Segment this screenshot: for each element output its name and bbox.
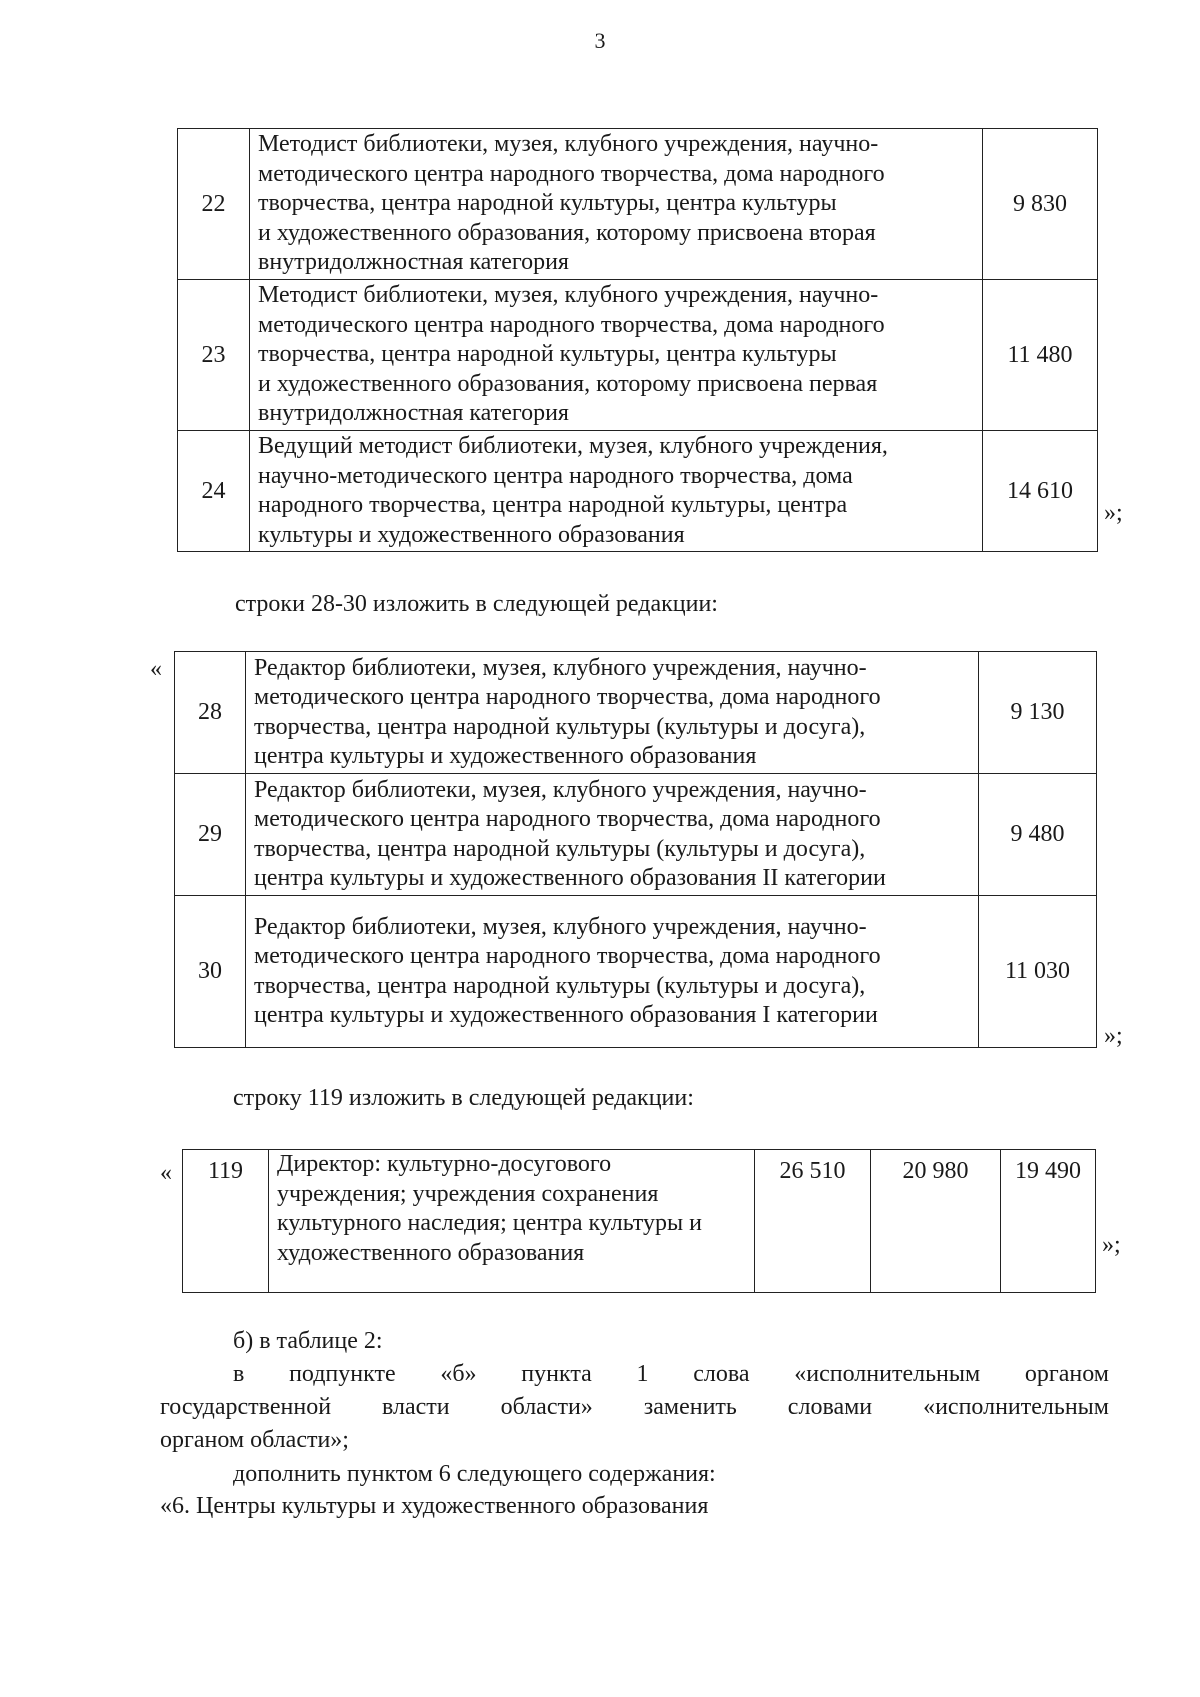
table-row bbox=[178, 280, 1098, 431]
opening-quote: « bbox=[160, 1160, 172, 1186]
position-description bbox=[269, 1150, 755, 1293]
salary-value-2: 20 980 bbox=[871, 1150, 1001, 1293]
position-description bbox=[246, 652, 979, 774]
description-line: творчества, центра народной культуры (культуры и досуга), bbox=[254, 972, 866, 999]
description-line: внутридолжностная категория bbox=[258, 249, 569, 276]
paragraph-subpoint-line-1: в подпункте «б» пункта 1 слова «исполнительным органом bbox=[233, 1361, 1109, 1387]
description-line: методического центра народного творчества, дома народного bbox=[258, 311, 885, 338]
description-line: Методист библиотеки, музея, клубного учреждения, научно- bbox=[258, 282, 879, 309]
salary-table-rows-28-30 bbox=[174, 651, 1097, 1048]
description-line: внутридолжностная категория bbox=[258, 400, 569, 427]
salary-table-rows-22-24 bbox=[177, 128, 1098, 552]
salary-value: 11 030 bbox=[979, 896, 1097, 1048]
page-number: 3 bbox=[594, 28, 606, 53]
description-line: Ведущий методист библиотеки, музея, клубного учреждения, bbox=[258, 433, 888, 459]
description-line: культуры и художественного образования bbox=[258, 521, 685, 548]
closing-quote: »; bbox=[1102, 1232, 1121, 1258]
description-line: народного творчества, центра народной культуры, центра bbox=[258, 492, 848, 518]
description-line: художественного образования bbox=[277, 1239, 585, 1266]
description-line: методического центра народного творчества, дома народного bbox=[254, 806, 881, 832]
salary-value: 11 480 bbox=[983, 280, 1098, 431]
row-number: 30 bbox=[175, 896, 246, 1048]
salary-value: 9 130 bbox=[979, 652, 1097, 774]
description-line: Редактор библиотеки, музея, клубного учреждения, научно- bbox=[254, 654, 867, 681]
description-line: методического центра народного творчества, дома народного bbox=[254, 943, 881, 969]
table-row bbox=[175, 896, 1097, 1048]
row-number: 29 bbox=[175, 774, 246, 896]
row-number: 28 bbox=[175, 652, 246, 774]
description-line: творчества, центра народной культуры (культуры и досуга), bbox=[254, 713, 866, 740]
description-line: творчества, центра народной культуры, центра культуры bbox=[258, 341, 837, 368]
table-row bbox=[178, 431, 1098, 552]
paragraph-add-point: дополнить пунктом 6 следующего содержания: bbox=[233, 1461, 716, 1487]
closing-quote: »; bbox=[1104, 1023, 1123, 1049]
description-line: центра культуры и художественного образования bbox=[254, 743, 757, 769]
table-row bbox=[178, 129, 1098, 280]
description-line: творчества, центра народной культуры, центра культуры bbox=[258, 190, 837, 217]
row-number: 22 bbox=[178, 129, 250, 280]
description-line: научно-методического центра народного творчества, дома bbox=[258, 462, 853, 489]
description-line: Методист библиотеки, музея, клубного учреждения, научно- bbox=[258, 131, 879, 158]
salary-value: 9 830 bbox=[983, 129, 1098, 280]
description-line: методического центра народного творчества, дома народного bbox=[258, 160, 885, 187]
description-line: Редактор библиотеки, музея, клубного учреждения, научно- bbox=[254, 776, 867, 803]
instruction-row-119: строку 119 изложить в следующей редакции: bbox=[233, 1085, 694, 1111]
paragraph-subpoint-line-3: органом области»; bbox=[160, 1427, 349, 1453]
row-number: 24 bbox=[178, 431, 250, 552]
table-row bbox=[175, 774, 1097, 896]
position-description bbox=[246, 896, 979, 1048]
description-line: учреждения; учреждения сохранения bbox=[277, 1180, 659, 1207]
description-line: культурного наследия; центра культуры и bbox=[277, 1210, 702, 1236]
position-description bbox=[250, 280, 983, 431]
table-row bbox=[175, 652, 1097, 774]
position-description bbox=[250, 431, 983, 552]
position-description bbox=[250, 129, 983, 280]
description-line: и художественного образования, которому присвоена первая bbox=[258, 370, 878, 397]
salary-value: 14 610 bbox=[983, 431, 1098, 552]
salary-value: 9 480 bbox=[979, 774, 1097, 896]
row-number: 23 bbox=[178, 280, 250, 431]
row-number: 119 bbox=[183, 1150, 269, 1293]
paragraph-b: б) в таблице 2: bbox=[233, 1328, 383, 1354]
salary-value-3: 19 490 bbox=[1001, 1150, 1096, 1293]
position-description bbox=[246, 774, 979, 896]
closing-quote: »; bbox=[1104, 500, 1123, 526]
description-line: и художественного образования, которому присвоена вторая bbox=[258, 219, 876, 246]
description-line: творчества, центра народной культуры (культуры и досуга), bbox=[254, 835, 866, 862]
opening-quote: « bbox=[150, 656, 162, 682]
description-line: Редактор библиотеки, музея, клубного учреждения, научно- bbox=[254, 913, 867, 940]
salary-table-row-119 bbox=[182, 1149, 1096, 1293]
salary-value-1: 26 510 bbox=[755, 1150, 871, 1293]
description-line: методического центра народного творчества, дома народного bbox=[254, 684, 881, 710]
instruction-rows-28-30: строки 28-30 изложить в следующей редакции: bbox=[235, 591, 718, 617]
description-line: Директор: культурно-досугового bbox=[277, 1151, 612, 1177]
paragraph-subpoint-line-2: государственной власти области» заменить словами «исполнительным bbox=[160, 1394, 1109, 1420]
table-row bbox=[183, 1150, 1096, 1293]
paragraph-point-6: «6. Центры культуры и художественного образования bbox=[160, 1493, 709, 1519]
description-line: центра культуры и художественного образования I категории bbox=[254, 1002, 878, 1028]
description-line: центра культуры и художественного образования II категории bbox=[254, 865, 886, 891]
